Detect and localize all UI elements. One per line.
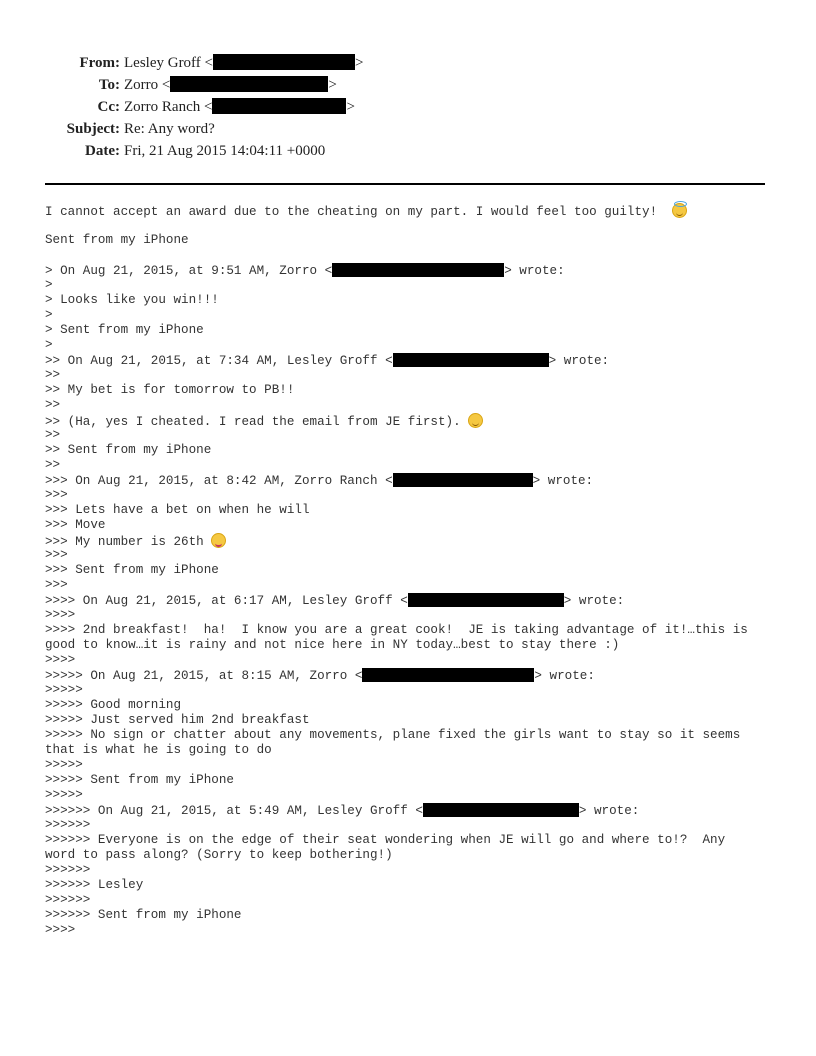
body-line: > <box>45 308 53 322</box>
body-line: >>>> 2nd breakfast! ha! I know you are a great cook! JE is taking advantage of it!…this is <box>45 623 748 637</box>
body-line: >> Sent from my iPhone <box>45 443 212 457</box>
body-line: >> My bet is for tomorrow to PB!! <box>45 383 295 397</box>
redaction-bar <box>212 98 346 114</box>
date-label: Date: <box>85 143 120 159</box>
redaction-bar <box>362 668 534 682</box>
redaction-bar <box>393 353 549 367</box>
body-line: that is what he is going to do <box>45 743 272 757</box>
body-line: word to pass along? (Sorry to keep bothering!) <box>45 848 393 862</box>
cc-label: Cc: <box>97 99 120 115</box>
body-line: >>>> <box>45 923 76 937</box>
redaction-bar <box>213 54 355 70</box>
redaction-bar <box>423 803 579 817</box>
body-line: >>> Lets have a bet on when he will <box>45 503 310 517</box>
body-line: > Sent from my iPhone <box>45 323 204 337</box>
redaction-bar <box>393 473 533 487</box>
to-label: To: <box>98 77 120 93</box>
email-header <box>0 52 816 162</box>
body-line: >>>>>> <box>45 893 91 907</box>
from-label: From: <box>79 55 120 71</box>
body-line: >>>>> Just served him 2nd breakfast <box>45 713 310 727</box>
to-value: Zorro < > <box>124 77 337 93</box>
body-line: >>>>>> Everyone is on the edge of their seat wondering when JE will go and where to!? Any <box>45 833 726 847</box>
smiling-halo-emoji-icon <box>672 203 687 218</box>
subject-label: Subject: <box>66 121 120 137</box>
body-line: > <box>45 338 53 352</box>
body-line: >>>>> <box>45 758 83 772</box>
body-line: >>>>> No sign or chatter about any movements, plane fixed the girls want to stay so it seems <box>45 728 741 742</box>
body-line: >>>> <box>45 653 76 667</box>
subject-value: Re: Any word? <box>124 121 215 137</box>
body-line: >>>>> Sent from my iPhone <box>45 773 234 787</box>
quote-header-line: >> On Aug 21, 2015, at 7:34 AM, Lesley Groff < > wrote: <box>45 354 610 368</box>
body-line: >>> <box>45 548 68 562</box>
redaction-bar <box>332 263 504 277</box>
quote-header-line: >>>>>> On Aug 21, 2015, at 5:49 AM, Lesley Groff < > wrote: <box>45 804 640 818</box>
quote-header-line: > On Aug 21, 2015, at 9:51 AM, Zorro < > wrote: <box>45 264 565 278</box>
body-line: >> <box>45 398 61 412</box>
quote-header-line: >>>> On Aug 21, 2015, at 6:17 AM, Lesley Groff < > wrote: <box>45 594 625 608</box>
body-line: Sent from my iPhone <box>45 233 189 247</box>
cc-row <box>0 96 816 118</box>
body-line: >> <box>45 458 61 472</box>
body-line: >>>>> <box>45 788 83 802</box>
body-line: >>> <box>45 488 68 502</box>
date-value: Fri, 21 Aug 2015 14:04:11 +0000 <box>124 143 326 159</box>
body-line: >> <box>45 368 61 382</box>
body-line: >>>>>> <box>45 818 91 832</box>
body-line: good to know…it is rainy and not nice here in NY today…best to stay there :) <box>45 638 620 652</box>
cc-value: Zorro Ranch < > <box>124 99 355 115</box>
body-line: >>> Move <box>45 518 106 532</box>
body-line: >> <box>45 428 61 442</box>
quote-header-line: >>> On Aug 21, 2015, at 8:42 AM, Zorro Ranch < > wrote: <box>45 474 594 488</box>
email-body <box>45 203 785 938</box>
body-line: > <box>45 278 53 292</box>
from-row <box>0 52 816 74</box>
from-value: Lesley Groff < > <box>124 55 364 71</box>
body-line: >>> Sent from my iPhone <box>45 563 219 577</box>
body-line: >>>> <box>45 608 76 622</box>
subject-row <box>0 118 816 140</box>
header-divider <box>45 183 765 185</box>
body-line: >>>>>> Sent from my iPhone <box>45 908 242 922</box>
body-line: >>> My number is 26th <box>45 533 785 548</box>
body-line: >>>>> Good morning <box>45 698 182 712</box>
body-line: >> (Ha, yes I cheated. I read the email from JE first). <box>45 413 785 428</box>
to-row <box>0 74 816 96</box>
winking-tongue-emoji-icon <box>211 533 226 548</box>
smiling-face-emoji-icon <box>468 413 483 428</box>
redaction-bar <box>408 593 564 607</box>
quote-header-line: >>>>> On Aug 21, 2015, at 8:15 AM, Zorro < > wrote: <box>45 669 595 683</box>
body-line: >>>>>> Lesley <box>45 878 144 892</box>
redaction-bar <box>170 76 328 92</box>
body-line: I cannot accept an award due to the cheating on my part. I would feel too guilty! <box>45 203 785 218</box>
body-line: >>>>>> <box>45 863 91 877</box>
body-line: > Looks like you win!!! <box>45 293 219 307</box>
body-line: >>> <box>45 578 68 592</box>
body-line: >>>>> <box>45 683 83 697</box>
date-row <box>0 140 816 162</box>
